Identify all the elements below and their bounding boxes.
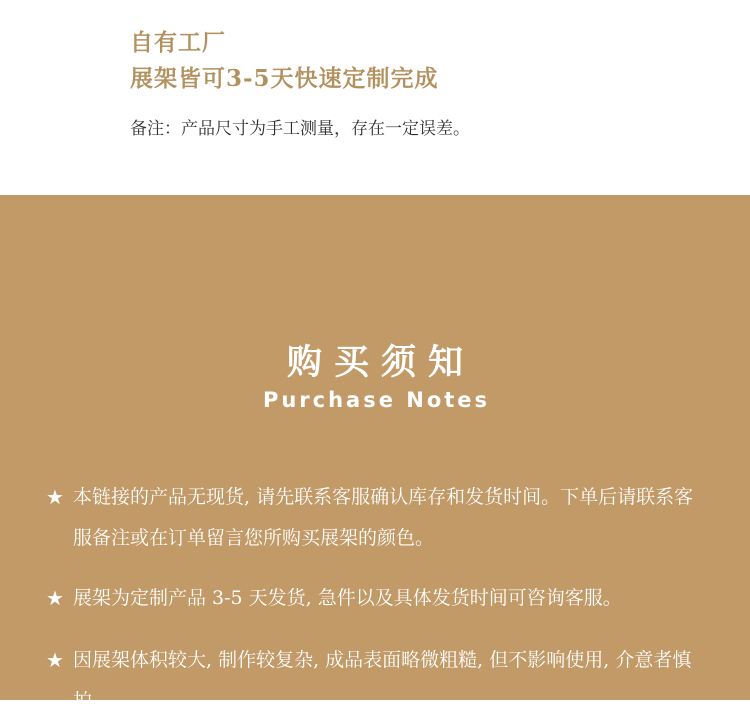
measurement-note: 备注：产品尺寸为手工测量，存在一定误差。 <box>130 119 470 139</box>
purchase-notes-section <box>0 195 750 712</box>
notice-text: 本链接的产品无现货, 请先联系客服确认库存和发货时间。下单后请联系客服备注或在订单留言您所购买展架的颜色。 <box>73 486 694 549</box>
notice-item <box>46 578 696 619</box>
purchase-notes-title: 购买须知 <box>286 342 475 383</box>
factory-heading: 自有工厂 <box>130 29 226 56</box>
star-icon: ★ <box>46 648 64 672</box>
notice-item <box>46 640 696 722</box>
top-info-section <box>0 0 750 195</box>
notice-text: 因展架体积较大, 制作较复杂, 成品表面略微粗糙, 但不影响使用, 介意者慎拍。 <box>73 649 692 712</box>
purchase-notes-subtitle: Purchase Notes <box>262 388 491 412</box>
notice-item <box>46 477 696 559</box>
star-icon: ★ <box>46 586 64 610</box>
notice-text: 展架为定制产品 3-5 天发货, 急件以及具体发货时间可咨询客服。 <box>73 587 622 609</box>
custom-lead-time-heading: 展架皆可3-5天快速定制完成 <box>130 65 439 92</box>
star-icon: ★ <box>46 485 64 509</box>
